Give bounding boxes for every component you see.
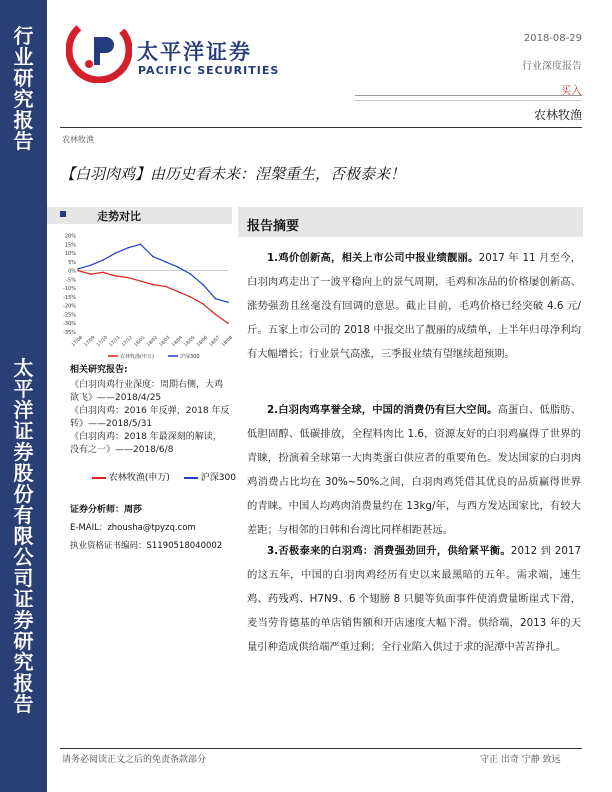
footer-motto: 守正 出奇 宁静 致远	[480, 755, 561, 765]
summary-paragraph-3	[247, 539, 581, 659]
data-point	[140, 243, 142, 245]
legend-line-blue-icon	[184, 477, 198, 479]
x-tick-label: 18/04	[171, 335, 184, 348]
bullet-square-icon	[60, 211, 66, 217]
related-item: 《白羽肉鸡行业深度：周期右侧，大鸡欲飞》——2018/4/25	[70, 380, 224, 403]
data-point	[177, 291, 179, 293]
data-point	[115, 252, 117, 254]
data-point	[190, 273, 192, 275]
data-point	[77, 268, 79, 270]
data-point	[102, 259, 104, 261]
data-point	[215, 314, 217, 316]
header-rule	[60, 127, 582, 128]
y-tick-label: -15%	[63, 294, 76, 301]
legend-a-label: 农林牧渔(申万)	[108, 473, 170, 483]
x-tick-label: 18/06	[196, 335, 209, 348]
y-tick-label: -10%	[63, 286, 76, 293]
legend-b	[184, 470, 236, 483]
related-item: 《白羽肉鸡：2016 年反弹，2018 年反转》——2018/5/31	[70, 406, 230, 429]
x-tick-label: 17/12	[121, 335, 134, 348]
y-tick-label: -25%	[63, 312, 76, 319]
data-point	[165, 286, 167, 288]
y-tick-label: -30%	[63, 321, 76, 328]
x-tick-label: 18/02	[146, 335, 159, 348]
trend-heading: 走势对比	[97, 210, 141, 223]
x-tick-label: 17/08	[71, 335, 84, 348]
y-tick-label: 10%	[64, 251, 76, 258]
data-point	[215, 298, 217, 300]
legend-label: 沪深300	[180, 354, 200, 360]
analyst-cert: 执业资格证书编码：S1190518040002	[70, 541, 223, 551]
x-tick-label: 18/05	[183, 335, 197, 348]
data-point	[202, 284, 204, 286]
report-date: 2018-08-29	[523, 33, 582, 44]
x-tick-label: 18/01	[133, 335, 147, 348]
sidebar-bottom-label: 太平洋证券股份有限公司证券研究报告	[13, 356, 34, 716]
legend-a	[92, 470, 170, 483]
paragraph-2-body: 高蛋白、低脂肪、低胆固醇、低碳排放，全程料肉比 1.6，资源友好的白羽鸡赢得了世界的青睐，扮演着全球第一大肉类蛋白供应者的重要角色。发达国家的白羽肉鸡消费占比均在 30%~50%之间，白羽肉鸡凭借其优良的品质赢得世界的青睐。中国人均鸡肉消费量约在 13kg/年，与西方发达国家比，有较大差距；与相邻的日韩和台湾比同样相距甚远。	[247, 404, 582, 536]
data-point	[227, 322, 229, 324]
summary-heading: 报告摘要	[247, 219, 300, 234]
logo-mark-icon	[66, 17, 132, 83]
report-title: 【白羽肉鸡】由历史看未来：涅槃重生，否极泰来！	[60, 165, 406, 183]
summary-paragraph-1	[247, 246, 581, 366]
logo-text-cn: 太平洋证券	[137, 40, 252, 64]
footer-disclaimer: 请务必阅读正文之后的免责条款部分	[62, 755, 207, 765]
legend-label: 农林牧渔(申万)	[120, 354, 154, 360]
company-logo	[66, 17, 132, 83]
data-point	[177, 266, 179, 268]
paragraph-3-body: 2012 到 2017 的这五年，中国的白羽肉鸡经历有史以来最黑暗的五年。需求端，速生鸡、药残鸡、H7N9、6 个翅膀 8 只腿等负面事件使消费量断崖式下滑，麦当劳肯德基的单店销售额和开店速度大幅下滑。供给端，2013 年的天量引种造成供给端严重过剩；全行业陷入供过于求的泥潭中苦苦挣扎。	[247, 545, 581, 653]
analyst-email[interactable]: E-MAIL：zhousha@tpyzq.com	[70, 523, 196, 533]
y-tick-label: 0%	[68, 268, 76, 275]
data-point	[152, 256, 154, 258]
header-divider	[355, 95, 582, 96]
data-point	[127, 247, 129, 249]
y-tick-label: -35%	[63, 330, 76, 336]
report-type: 行业深度报告	[522, 61, 582, 72]
related-heading: 相关研究报告:	[70, 365, 128, 375]
data-point	[90, 265, 92, 267]
paragraph-2-lead: 2.白羽肉鸡享誉全球，中国的消费仍有巨大空间。	[267, 404, 498, 416]
y-tick-label: 20%	[64, 233, 76, 240]
rating: 买入	[560, 84, 582, 97]
related-legend	[92, 470, 236, 483]
data-point	[227, 301, 229, 303]
logo-text-en: PACIFIC SECURITIES	[138, 64, 280, 77]
data-point	[77, 270, 79, 272]
trend-chart	[56, 228, 236, 363]
data-point	[190, 296, 192, 298]
x-tick-label: 17/09	[83, 335, 97, 348]
series-line	[78, 271, 228, 324]
x-tick-label: 18/08	[221, 335, 234, 348]
paragraph-1-body: 2017 年 11 月至今，白羽肉鸡走出了一波平稳向上的景气周期，毛鸡和冻品的价格屡创新高、涨势强劲且丝毫没有回调的意思。截止目前，毛鸡价格已经突破 4.6 元/斤。五家上市公司的 2018 中报交出了靓丽的成绩单，上半年归母净利均有大幅增长；行业景气高涨，三季报业绩有望继续超预期。	[247, 252, 581, 360]
y-tick-label: -5%	[66, 277, 76, 284]
summary-paragraph-2	[247, 398, 581, 542]
data-point	[152, 284, 154, 286]
data-point	[102, 272, 104, 274]
footer-rule	[60, 748, 582, 749]
x-tick-label: 18/03	[158, 335, 172, 348]
legend-b-label: 沪深300	[200, 473, 236, 483]
x-tick-label: 17/11	[108, 335, 122, 348]
legend-line-red-icon	[92, 477, 106, 479]
related-item: 《白羽肉鸡：2018 年最深刻的解读，没有之一》——2018/6/8	[70, 432, 222, 455]
paragraph-1-lead: 1.鸡价创新高，相关上市公司中报业绩靓丽。	[267, 252, 479, 264]
section-tag: 农林牧渔	[62, 135, 94, 144]
data-point	[115, 275, 117, 277]
data-point	[140, 280, 142, 282]
data-point	[202, 303, 204, 305]
y-tick-label: 5%	[68, 259, 76, 266]
data-point	[90, 273, 92, 275]
sidebar-top-label: 行业研究报告	[13, 24, 34, 153]
related-list	[70, 379, 230, 457]
paragraph-3-lead: 3.否极泰来的白羽鸡：消费强劲回升，供给紧平衡。	[267, 545, 511, 557]
x-tick-label: 18/07	[208, 335, 222, 348]
analyst-name: 证券分析师：周莎	[70, 505, 143, 515]
data-point	[127, 277, 129, 279]
header-divider-light	[355, 100, 582, 101]
data-point	[165, 261, 167, 263]
industry-label: 农林牧渔	[533, 108, 582, 122]
y-tick-label: -20%	[63, 303, 76, 310]
x-tick-label: 17/10	[96, 335, 109, 348]
y-tick-label: 15%	[64, 242, 76, 249]
